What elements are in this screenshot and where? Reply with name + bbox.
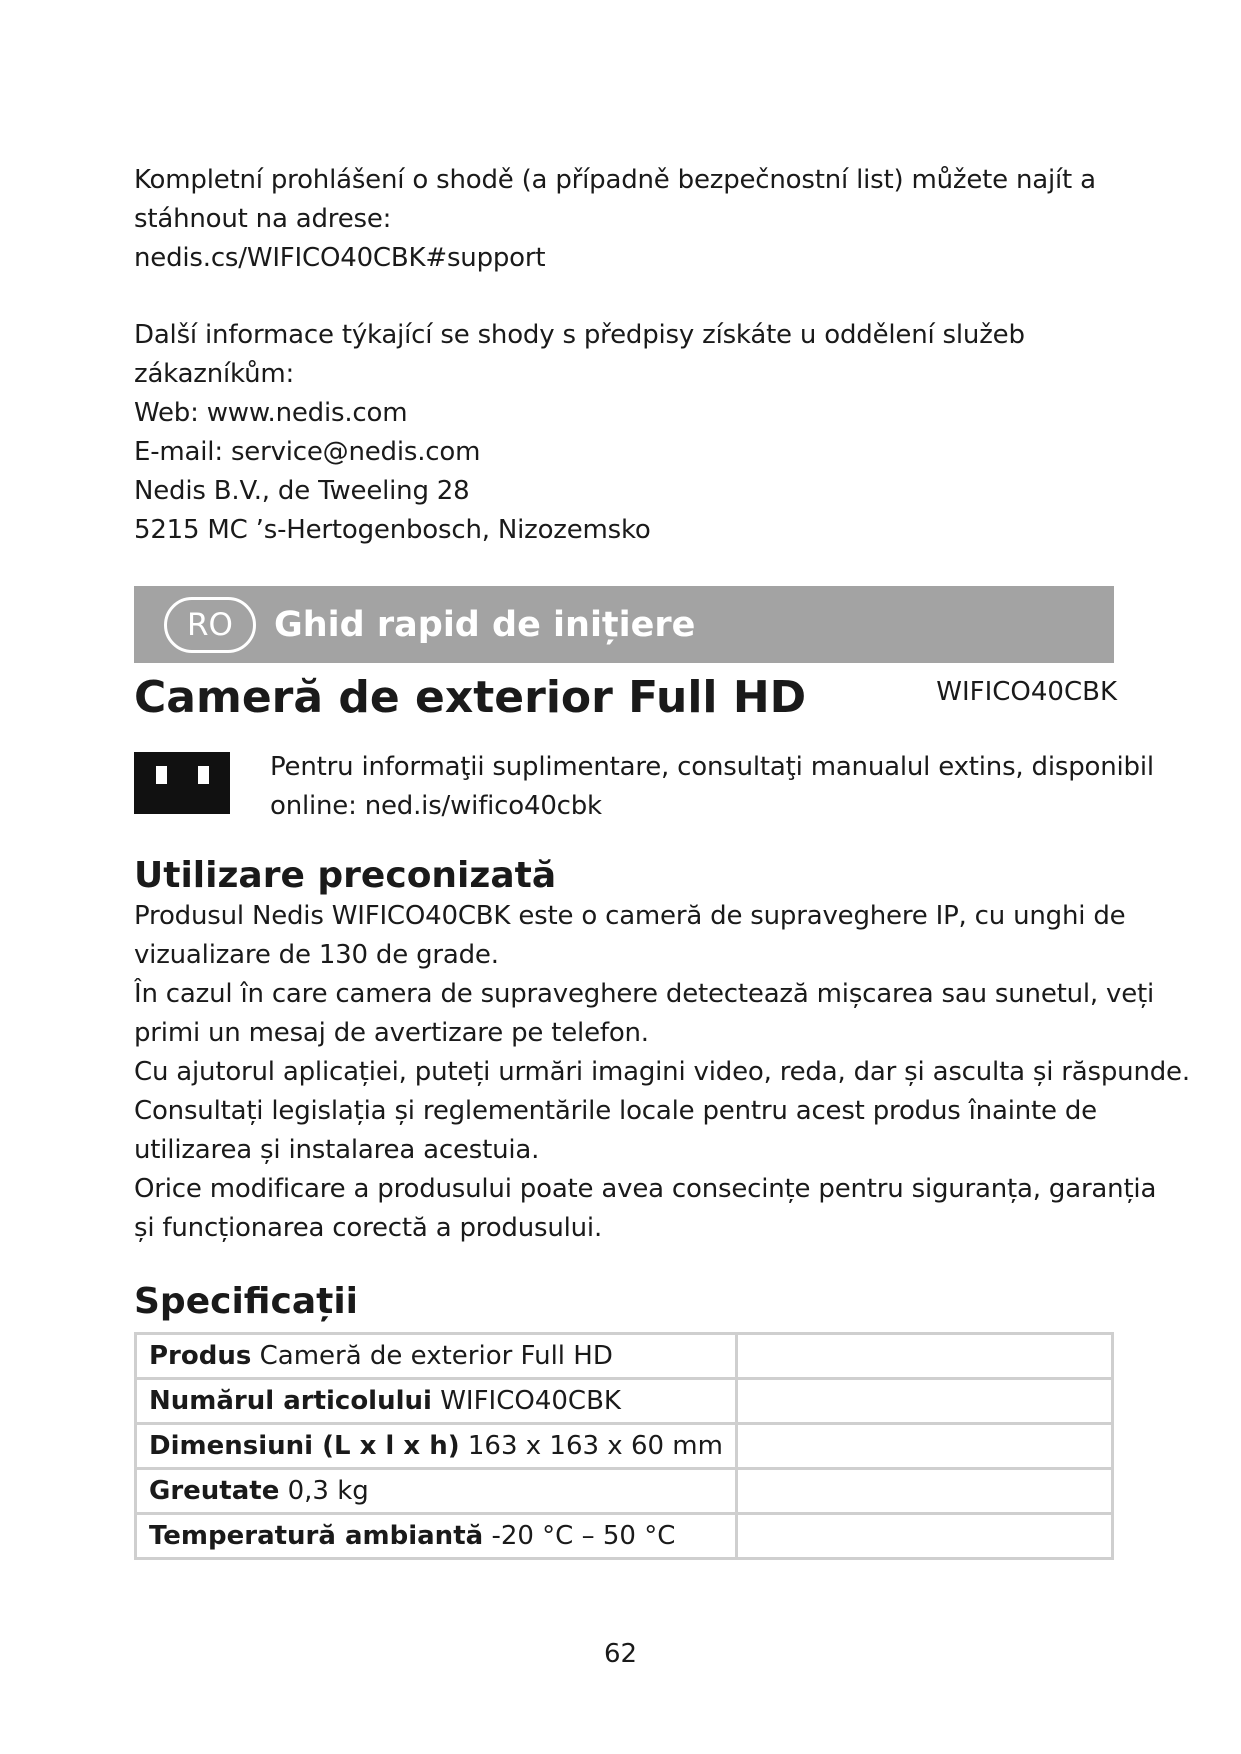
spec-label: Produs <box>149 1341 252 1371</box>
model-number: WIFICO40CBK <box>936 677 1117 707</box>
specifications-heading: Specificații <box>134 1281 358 1322</box>
intended-use-line: Cu ajutorul aplicației, puteți urmări imagini video, reda, dar și asculta și răspunde. <box>134 1057 1190 1087</box>
spec-empty-cell <box>736 1334 1112 1379</box>
web-address[interactable]: Web: www.nedis.com <box>134 398 408 428</box>
table-row <box>136 1514 1113 1559</box>
banner-title: Ghid rapid de inițiere <box>274 605 696 645</box>
language-code-badge: RO <box>164 597 256 653</box>
manual-book-icon <box>134 752 230 816</box>
spec-value: 0,3 kg <box>287 1476 369 1506</box>
spec-value: 163 x 163 x 60 mm <box>467 1431 723 1461</box>
intended-use-line: și funcționarea corectă a produsului. <box>134 1213 603 1243</box>
spec-empty-cell <box>736 1469 1112 1514</box>
spec-cell <box>136 1334 737 1379</box>
table-row <box>136 1334 1113 1379</box>
intended-use-line: Consultați legislația și reglementările locale pentru acest produs înainte de <box>134 1096 1097 1126</box>
intended-use-line: vizualizare de 130 de grade. <box>134 940 499 970</box>
spec-label: Temperatură ambiantă <box>149 1521 484 1551</box>
table-row <box>136 1424 1113 1469</box>
intended-use-line: utilizarea și instalarea acestuia. <box>134 1135 540 1165</box>
spec-cell <box>136 1424 737 1469</box>
contact-info-line: Další informace týkající se shody s předpisy získáte u oddělení služeb <box>134 320 1025 350</box>
declaration-line: stáhnout na adrese: <box>134 204 392 234</box>
spec-cell <box>136 1469 737 1514</box>
intended-use-line: Produsul Nedis WIFICO40CBK este o cameră de supraveghere IP, cu unghi de <box>134 901 1126 931</box>
manual-note <box>270 748 1154 826</box>
manual-link[interactable]: online: ned.is/wifico40cbk <box>270 791 602 821</box>
spec-label: Greutate <box>149 1476 280 1506</box>
email-address[interactable]: E-mail: service@nedis.com <box>134 437 481 467</box>
contact-section <box>134 161 1094 588</box>
declaration-line: Kompletní prohlášení o shodě (a případně bezpečnostní list) můžete najít a <box>134 165 1096 195</box>
company-address-line: Nedis B.V., de Tweeling 28 <box>134 476 470 506</box>
language-banner <box>134 586 1114 663</box>
page-number: 62 <box>603 1639 638 1669</box>
spec-value: Cameră de exterior Full HD <box>259 1341 613 1371</box>
contact-info-line: zákazníkům: <box>134 359 295 389</box>
page-title: Cameră de exterior Full HD <box>134 672 807 723</box>
spec-value: -20 °C – 50 °C <box>491 1521 676 1551</box>
spec-cell <box>136 1379 737 1424</box>
intended-use-line: În cazul în care camera de supraveghere detectează mișcarea sau sunetul, veți <box>134 979 1155 1009</box>
spec-label: Numărul articolului <box>149 1386 432 1416</box>
spec-empty-cell <box>736 1379 1112 1424</box>
intended-use-line: Orice modificare a produsului poate avea consecințe pentru siguranța, garanția <box>134 1174 1157 1204</box>
support-link[interactable]: nedis.cs/WIFICO40CBK#support <box>134 243 546 273</box>
spec-value: WIFICO40CBK <box>440 1386 621 1416</box>
intended-use-body <box>134 897 1190 1248</box>
manual-note-line: Pentru informaţii suplimentare, consultaţi manualul extins, disponibil <box>270 752 1154 782</box>
spec-empty-cell <box>736 1514 1112 1559</box>
spec-empty-cell <box>736 1424 1112 1469</box>
table-row <box>136 1469 1113 1514</box>
spec-cell <box>136 1514 737 1559</box>
declaration-paragraph <box>134 161 1094 278</box>
spec-label: Dimensiuni (L x l x h) <box>149 1431 460 1461</box>
specifications-table <box>134 1332 1114 1560</box>
table-row <box>136 1379 1113 1424</box>
intended-use-heading: Utilizare preconizată <box>134 855 557 896</box>
company-address-line: 5215 MC ’s-Hertogenbosch, Nizozemsko <box>134 515 651 545</box>
contact-info-paragraph <box>134 316 1094 550</box>
intended-use-line: primi un mesaj de avertizare pe telefon. <box>134 1018 649 1048</box>
